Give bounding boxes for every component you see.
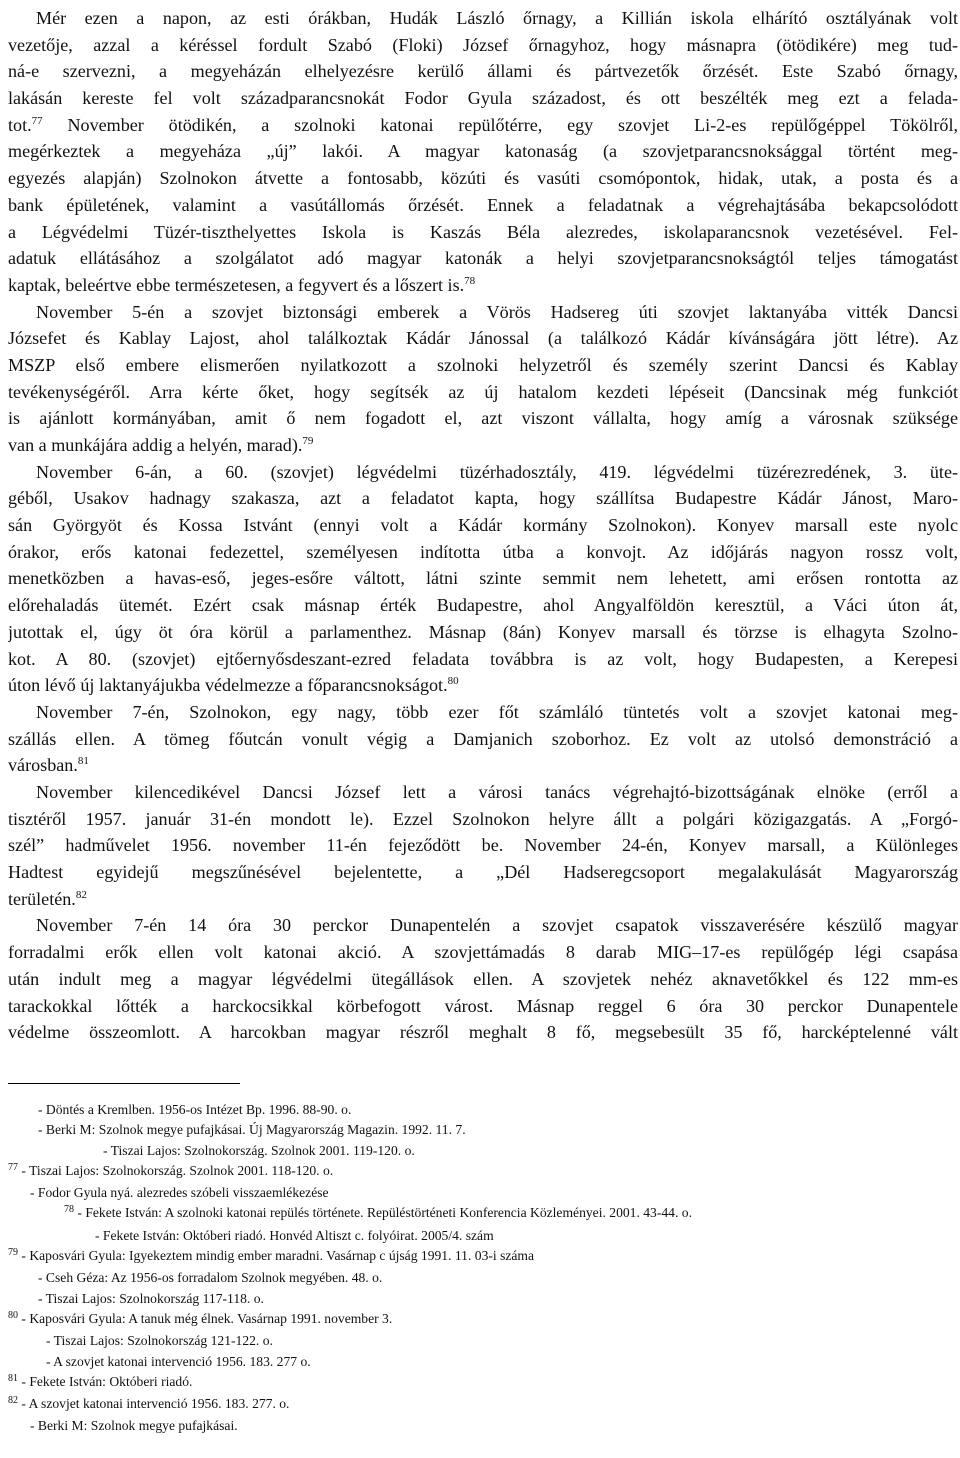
line-text: tarackokkal lőtték a harckocsikkal körbefogott várost. Másnap reggel 6 óra 30 perckor Dunapentele (8, 995, 958, 1016)
body-line (8, 886, 958, 913)
line-text: forradalmi erők ellen volt katonai akció. A szovjettámadás 8 darab MIG–17-es repülőgép légi csapása (8, 942, 958, 963)
footnote-entry (0, 1331, 960, 1351)
line-text: kaptak, beleértve ebbe természetesen, a fegyvert és a lőszert is. (8, 274, 465, 295)
footnote-reference: 82 (75, 888, 87, 901)
body-line (8, 699, 958, 726)
body-line (8, 58, 958, 85)
line-text: MSZP első embere elismerően nyilatkozott a szolnoki helyzetről és személy szerint Dancsi és Kablay (8, 354, 958, 375)
footnote-number: 79 (8, 1247, 18, 1259)
footnote-entry (0, 1100, 960, 1120)
body-line (8, 272, 958, 299)
body-line (8, 779, 958, 806)
line-text: órakor, erős katonai fedezettel, személyesen indította útba a konvojt. Az időjárás nagyon rossz volt, (8, 541, 958, 562)
footnote-entry (0, 1372, 960, 1394)
footnote-text: - Berki M: Szolnok megye pufajkásai. Új Magyarország Magazin. 1992. 11. 7. (38, 1122, 466, 1138)
body-line (8, 325, 958, 352)
body-line (8, 806, 958, 833)
footnote-number: 78 (64, 1204, 74, 1216)
line-text: után indult meg a magyar légvédelmi ütegállások ellen. A szovjetek nehéz aknavetőkkel és 122 mm-es (8, 968, 958, 989)
line-text: November ötödikén, a szolnoki katonai repülőtérre, egy szovjet Li-2-es repülőgéppel Tökölről, (42, 114, 958, 135)
body-line (8, 405, 958, 432)
body-line (8, 672, 958, 699)
body-line (8, 939, 958, 966)
footnote-number: 82 (8, 1395, 18, 1407)
body-line (8, 138, 958, 165)
line-text: November 7-én 14 óra 30 perckor Dunapentelén a szovjet csapatok visszaverésére készülő magyar (36, 915, 958, 936)
body-line (8, 592, 958, 619)
footnote-entry (0, 1416, 960, 1436)
body-line (8, 619, 958, 646)
line-text: Józsefet és Kablay Lajost, ahol találkoztak Kádár Jánossal (a találkozó Kádár kívánságára jött létre). Az (8, 328, 958, 349)
body-line (8, 966, 958, 993)
footnote-text: - Tiszai Lajos: Szolnokország 121-122. o. (46, 1333, 273, 1349)
line-text: kot. A 80. (szovjet) ejtőernyősdeszant-ezred feladata továbbra is az volt, hogy Budapesten, a Kerepesi (8, 648, 958, 669)
footnote-entry (0, 1161, 960, 1183)
footnote-entry (0, 1289, 960, 1309)
line-text: szél” hadművelet 1956. november 11-én fejeződött be. November 24-én, Konyev marsall, a Különleges (8, 835, 958, 856)
body-line (8, 859, 958, 886)
body-line (8, 352, 958, 379)
body-line (8, 379, 958, 406)
line-text: tisztéről 1957. január 31-én mondott le). Ezzel Szolnokon helyre állt a polgári közigazgatás. A „Forgó- (8, 808, 958, 829)
footnote-entry (0, 1203, 960, 1225)
body-line (8, 192, 958, 219)
line-text: sán Györgyöt és Kossa Istvánt (ennyi volt a Kádár kormány Szolnokon). Konyev marsall este nyolc (8, 515, 958, 536)
footnote-number: 81 (8, 1372, 18, 1384)
body-line (8, 165, 958, 192)
footnote-entry (0, 1352, 960, 1372)
line-text: November 6-án, a 60. (szovjet) légvédelmi tüzérhadosztály, 419. légvédelmi tüzérezredének, 3. üte- (36, 461, 958, 482)
body-line (8, 299, 958, 326)
line-text: lakásán kereste fel volt századparancsnokát Fodor Gyula századost, és ott beszélték meg ezt a felada- (8, 88, 958, 109)
line-text: tevékenységéről. Arra kérte őket, hogy segítsék az új hatalom kezdeti lépéseit (Dancsinak még funkciót (8, 381, 958, 402)
line-text: November kilencedikével Dancsi József lett a városi tanács végrehajtó-bizottságának elnöke (erről a (36, 782, 958, 802)
footnote-text: - A szovjet katonai intervenció 1956. 183. 277 o. (46, 1353, 311, 1369)
body-line (8, 485, 958, 512)
body-text (8, 5, 958, 1046)
line-text: városban. (8, 755, 78, 776)
line-text: ná-e szervezni, a megyeházán elhelyezésre kerülő állami és pártvezetők őrzését. Este Szabó őrnagy, (8, 61, 958, 82)
footnote-reference: 79 (302, 435, 314, 448)
footnote-text: - Döntés a Kremlben. 1956-os Intézet Bp. 1996. 88-90. o. (38, 1102, 352, 1117)
footnote-reference: 80 (447, 675, 459, 688)
footnote-number: 80 (8, 1309, 18, 1321)
footnote-entry (0, 1226, 960, 1246)
footnote-text: - Fekete István: A szolnoki katonai repülés története. Repüléstörténeti Konferencia Közleményei. 2001. 43-44. o. (77, 1205, 692, 1221)
footnote-entry (0, 1141, 960, 1161)
footnote-entry (0, 1120, 960, 1140)
footnote-reference: 77 (31, 114, 43, 127)
body-line (8, 219, 958, 246)
body-line (8, 245, 958, 272)
footnote-text: - Kaposvári Gyula: A tanuk még élnek. Vasárnap 1991. november 3. (21, 1310, 393, 1326)
footnote-text: - Tiszai Lajos: Szolnokország. Szolnok 2001. 118-120. o. (21, 1162, 334, 1178)
line-text: van a munkájára addig a helyén, marad). (8, 435, 303, 456)
body-line (8, 993, 958, 1020)
footnote-separator (8, 1083, 240, 1084)
line-text: előrehaladás ütemét. Ezért csak másnap érték Budapestre, ahol Angyalföldön keresztül, a Váci úton át, (8, 595, 958, 616)
footnote-reference: 81 (77, 755, 89, 768)
line-text: November 7-én, Szolnokon, egy nagy, több ezer főt számláló tüntetés volt a szovjet katonai meg- (36, 701, 958, 722)
line-text: egyezés alapján) Szolnokon átvette a fontosabb, közúti és vasúti csomópontok, hidak, utak, a posta és a (8, 168, 958, 189)
body-line (8, 726, 958, 753)
footnote-number: 77 (8, 1161, 18, 1173)
line-text: is ajánlott kormányában, amit ő nem fogadott el, azt viszont vállalta, hogy amíg a városnak szüksége (8, 408, 958, 429)
line-text: úton lévő új laktanyájukba védelmezze a főparancsnokságot. (8, 675, 448, 696)
body-line (8, 5, 958, 32)
line-text: területén. (8, 888, 76, 909)
body-line (8, 832, 958, 859)
footnote-text: - Fekete István: Októberi riadó. Honvéd Altiszt c. folyóirat. 2005/4. szám (95, 1227, 494, 1243)
footnote-text: - Tiszai Lajos: Szolnokország 117-118. o. (38, 1290, 264, 1306)
line-text: menetközben a havas-eső, jeges-esőre váltott, látni szinte semmit nem lehetett, ami erősen rontotta az (8, 568, 958, 589)
footnote-entry (0, 1309, 960, 1331)
body-line (8, 1019, 958, 1046)
line-text: jutottak el, úgy öt óra körül a parlamenthez. Másnap (8án) Konyev marsall és törzse is elhagyta Szolno- (8, 621, 958, 642)
footnote-text: - Berki M: Szolnok megye pufajkásai. (30, 1418, 238, 1434)
line-text-start: tot. (8, 114, 32, 135)
footnotes (0, 1100, 960, 1437)
footnote-text: - Fodor Gyula nyá. alezredes szóbeli visszaemlékezése (30, 1185, 329, 1201)
body-line (8, 752, 958, 779)
footnote-entry (0, 1183, 960, 1203)
body-line (8, 85, 958, 112)
body-line (8, 565, 958, 592)
footnote-text: - Cseh Géza: Az 1956-os forradalom Szolnok megyében. 48. o. (38, 1270, 383, 1286)
footnote-entry (0, 1268, 960, 1288)
line-text: szállás ellen. A tömeg főutcán vonult végig a Damjanich szoborhoz. Ez volt az utolsó demonstráció a (8, 728, 958, 749)
body-line (8, 512, 958, 539)
body-line (8, 912, 958, 939)
footnote-text: - A szovjet katonai intervenció 1956. 183. 277. o. (21, 1396, 290, 1412)
body-line (8, 646, 958, 673)
footnote-reference: 78 (464, 274, 476, 287)
line-text: védelme összeomlott. A harcokban magyar részről meghalt 8 fő, megsebesült 35 fő, harcképtelenné vált (8, 1022, 958, 1043)
line-text: géből, Usakov hadnagy szakasza, azt a feladatot kapta, hogy szállítsa Budapestre Kádár Jánost, Maro- (8, 488, 958, 509)
line-text: bank épületének, valamint a vasútállomás őrzését. Ennek a feladatnak a végrehajtásába bekapcsolódott (8, 194, 958, 215)
footnote-text: - Kaposvári Gyula: Igyekeztem mindig ember maradni. Vasárnap c újság 1991. 11. 03-i száma (21, 1248, 535, 1264)
line-text: adatuk ellátásához a szolgálatot adó magyar katonák a helyi szovjetparancsnokságtól teljes támogatást (8, 248, 958, 269)
line-text: vezetője, azzal a kéréssel fordult Szabó (Floki) József őrnagyhoz, hogy másnapra (ötödikére) meg tud- (8, 34, 958, 55)
footnote-text: - Tiszai Lajos: Szolnokország. Szolnok 2001. 119-120. o. (103, 1142, 415, 1158)
body-line (8, 32, 958, 59)
footnote-text: - Fekete István: Októberi riadó. (21, 1373, 193, 1389)
line-text: Mér ezen a napon, az esti órákban, Hudák László őrnagy, a Killián iskola elhárító osztályának volt (36, 8, 958, 28)
body-line (8, 432, 958, 459)
footnote-entry (0, 1246, 960, 1268)
body-line (8, 539, 958, 566)
footnote-entry (0, 1394, 960, 1416)
line-text: megérkeztek a megyeháza „új” lakói. A magyar katonaság (a szovjetparancsnoksággal történt meg- (8, 141, 958, 162)
line-text: November 5-én a szovjet biztonsági emberek a Vörös Hadsereg úti szovjet laktanyába vitték Dancsi (36, 301, 958, 322)
line-text: Hadtest egyidejű megszűnésével bejelentette, a „Dél Hadseregcsoport megalakulását Magyarország (8, 862, 958, 883)
line-text: a Légvédelmi Tüzér-tiszthelyettes Iskola is Kaszás Béla alezredes, iskolaparancsnok vezetésével. Fel- (8, 221, 958, 242)
body-line (8, 112, 958, 139)
body-line (8, 459, 958, 486)
